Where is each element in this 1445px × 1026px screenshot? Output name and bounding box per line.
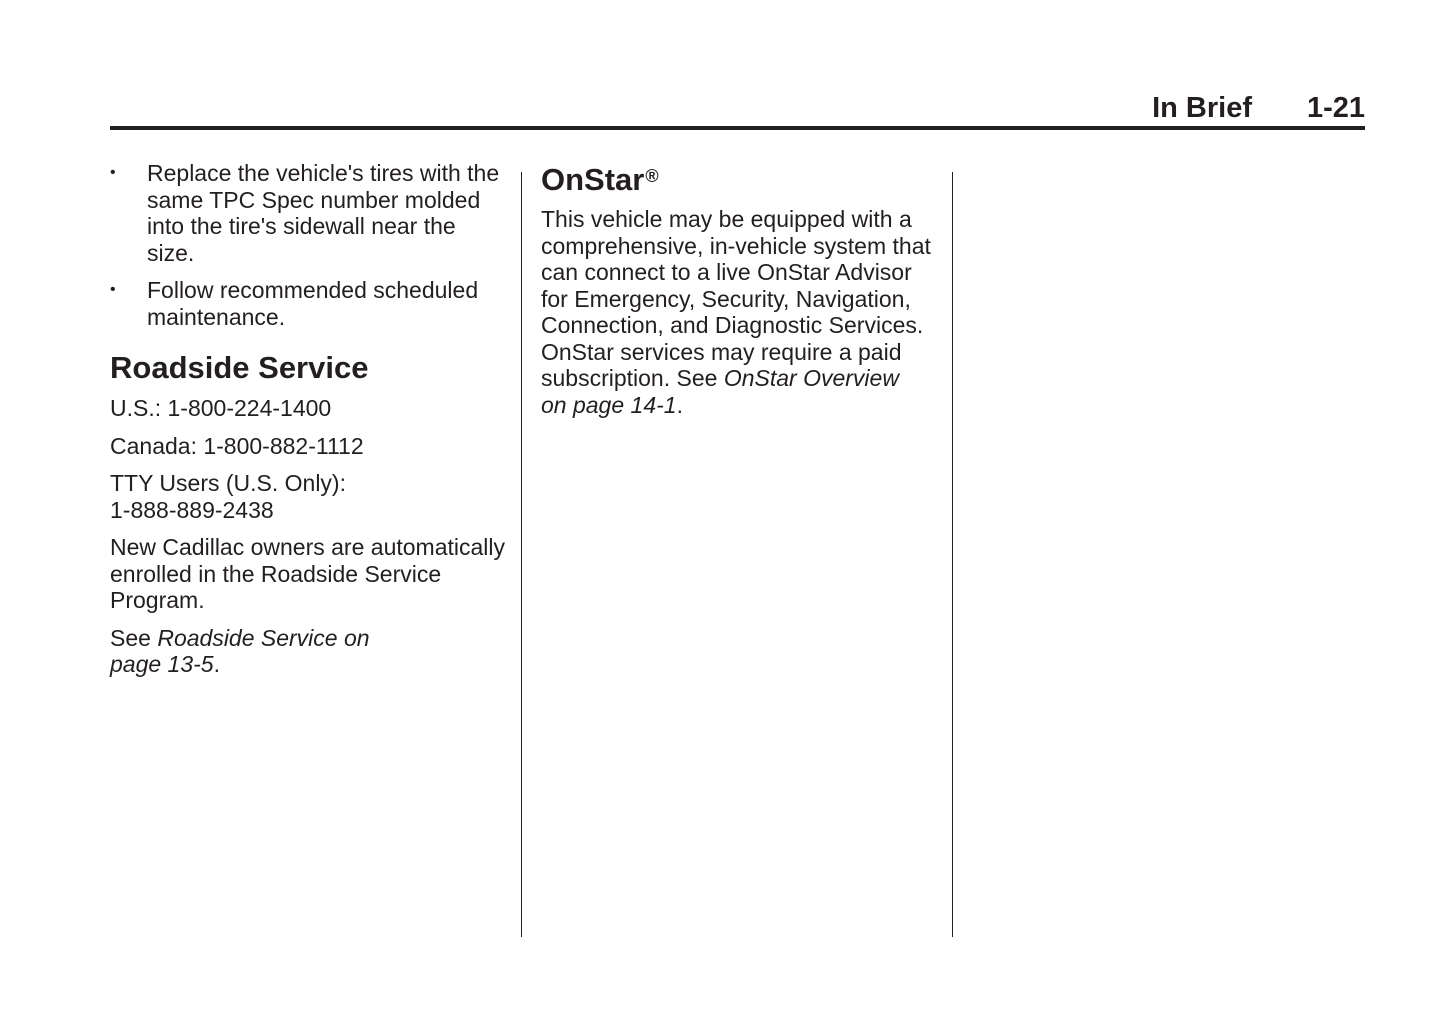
onstar-reference-link[interactable]: OnStar Overview [723, 365, 899, 391]
onstar-reference-page[interactable]: on page 14-1 [541, 391, 677, 418]
column-divider-1 [521, 172, 522, 937]
left-column [110, 160, 505, 689]
tty-number: 1-888-889-2438 [110, 496, 274, 523]
roadside-service-heading: Roadside Service [110, 350, 369, 385]
registered-mark: ® [645, 166, 659, 186]
roadside-reference-link[interactable]: Roadside Service on [157, 624, 370, 651]
enrollment-text: New Cadillac owners are automatically enrolled in the Roadside Service Program. [110, 534, 505, 613]
onstar-body [541, 206, 941, 418]
bullet-icon: • [110, 164, 116, 181]
list-item [110, 160, 505, 266]
column-divider-2 [952, 172, 953, 937]
see-suffix: . [213, 651, 220, 677]
bullet-icon: • [110, 281, 116, 298]
canada-phone: Canada: 1-800-882-1112 [110, 432, 364, 459]
tty-phone [110, 470, 505, 523]
middle-column [541, 162, 941, 429]
chapter-title: In Brief [1152, 92, 1252, 124]
bullet-text: Replace the vehicle's tires with the same TPC Spec number molded into the tire's sidewall near the size. [147, 160, 500, 266]
see-prefix: See [110, 624, 158, 651]
header-rule [110, 126, 1365, 130]
list-item [110, 277, 505, 330]
us-phone: U.S.: 1-800-224-1400 [110, 395, 332, 421]
tire-bullet-list [110, 160, 505, 330]
page-number: 1-21 [1306, 92, 1365, 124]
onstar-body-text: This vehicle may be equipped with a comprehensive, in-vehicle system that can connect to a live OnStar Advisor for Emergency, Security, Navigation, Connection, and Diagnostic Services. OnStar services may require a paid subscription. See [541, 206, 931, 391]
onstar-heading-text: OnStar [541, 162, 645, 197]
bullet-text: Follow recommended scheduled maintenance. [147, 277, 479, 330]
tty-label: TTY Users (U.S. Only): [110, 470, 346, 496]
onstar-heading [541, 162, 941, 198]
page-header [110, 88, 1365, 128]
roadside-reference-page[interactable]: page 13-5 [110, 651, 214, 677]
roadside-reference [110, 625, 505, 678]
onstar-suffix: . [676, 391, 683, 418]
